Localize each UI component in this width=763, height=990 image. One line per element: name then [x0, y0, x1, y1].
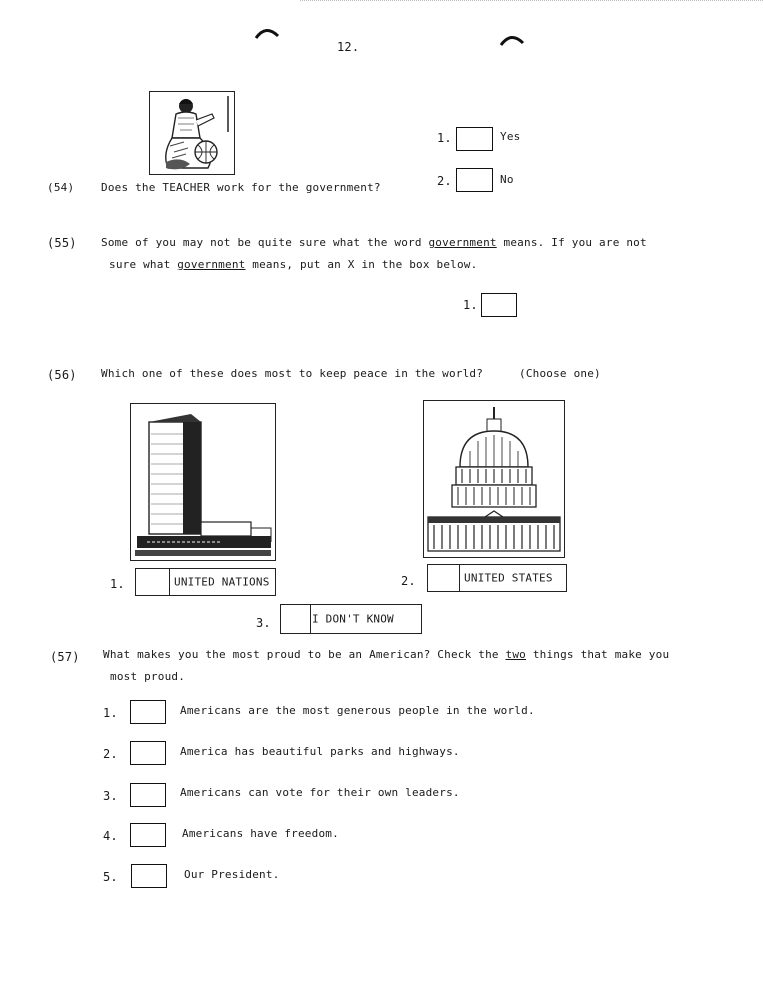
q54-option-1-label: Yes: [500, 130, 521, 143]
q55-line1-post: means. If you are not: [496, 236, 647, 249]
q54-option-2-label: No: [500, 173, 514, 186]
q57-option-5-label: Our President.: [184, 868, 280, 881]
q54-text-post: work for the government?: [210, 181, 381, 194]
q57-option-5-number: 5.: [103, 870, 118, 884]
q57-line1-post: things that make you: [526, 648, 670, 661]
q57-line-2: most proud.: [110, 670, 186, 683]
q57-option-4-checkbox[interactable]: [130, 823, 166, 847]
q57-option-2-label: America has beautiful parks and highways.: [180, 745, 460, 758]
q55-line-2: [109, 258, 477, 271]
header-mark-right: [499, 33, 525, 47]
q54-yes-checkbox[interactable]: [456, 127, 493, 151]
q57-number: (57): [50, 650, 80, 664]
q56-option-3-number: 3.: [256, 616, 271, 630]
q56-un-checkbox[interactable]: [136, 569, 170, 595]
header-mark-left: [254, 26, 280, 40]
q57-option-4-number: 4.: [103, 829, 118, 843]
q54-text-pre: Does the: [101, 181, 163, 194]
q56-option-3-label: I DON'T KNOW: [312, 612, 394, 626]
q57-option-2-number: 2.: [103, 747, 118, 761]
q54-text-emph: TEACHER: [162, 181, 211, 194]
teacher-illustration: [149, 91, 235, 175]
q54-option-1-number: 1.: [437, 131, 452, 145]
q55-number: (55): [47, 236, 77, 250]
q57-option-1-number: 1.: [103, 706, 118, 720]
q57-line1-underlined: two: [505, 648, 526, 661]
q55-line1-pre: Some of you may not be quite sure what the word: [101, 236, 429, 249]
q55-line-1: [101, 236, 647, 249]
q57-option-2-checkbox[interactable]: [130, 741, 166, 765]
q56-hint: (Choose one): [519, 367, 601, 380]
q57-option-1-label: Americans are the most generous people in the world.: [180, 704, 535, 717]
q57-option-3-checkbox[interactable]: [130, 783, 166, 807]
q55-line2-underlined: government: [177, 258, 246, 271]
top-edge-rule: [300, 0, 763, 1]
q55-line1-underlined: government: [428, 236, 497, 249]
q54-question: [101, 181, 381, 194]
q57-option-4-label: Americans have freedom.: [182, 827, 339, 840]
q56-question: Which one of these does most to keep peace in the world?: [101, 367, 484, 380]
q57-option-5-checkbox[interactable]: [131, 864, 167, 888]
q55-option-number: 1.: [463, 298, 478, 312]
page-number: 12.: [337, 40, 360, 54]
q55-unsure-checkbox[interactable]: [481, 293, 517, 317]
q54-option-2-number: 2.: [437, 174, 452, 188]
q56-number: (56): [47, 368, 77, 382]
q57-option-1-checkbox[interactable]: [130, 700, 166, 724]
q56-option-2-number: 2.: [401, 574, 416, 588]
q56-dont-know-checkbox[interactable]: [281, 605, 311, 633]
q56-option-1-number: 1.: [110, 577, 125, 591]
q56-option-1-label: UNITED NATIONS: [174, 575, 270, 589]
q54-no-checkbox[interactable]: [456, 168, 493, 192]
us-capitol-illustration: [423, 400, 565, 558]
q56-option-us[interactable]: [427, 564, 567, 592]
q56-option-2-label: UNITED STATES: [464, 571, 553, 585]
q56-option-un[interactable]: [135, 568, 276, 596]
q54-number: (54): [47, 181, 75, 194]
q55-line2-pre: sure what: [109, 258, 178, 271]
q57-line-1: [103, 648, 669, 661]
united-nations-building-illustration: [130, 403, 276, 561]
q56-us-checkbox[interactable]: [428, 565, 460, 591]
q57-line1-pre: What makes you the most proud to be an American? Check the: [103, 648, 506, 661]
q56-option-dont-know[interactable]: [280, 604, 422, 634]
q55-line2-post: means, put an X in the box below.: [245, 258, 478, 271]
q57-option-3-number: 3.: [103, 789, 118, 803]
q57-option-3-label: Americans can vote for their own leaders.: [180, 786, 460, 799]
